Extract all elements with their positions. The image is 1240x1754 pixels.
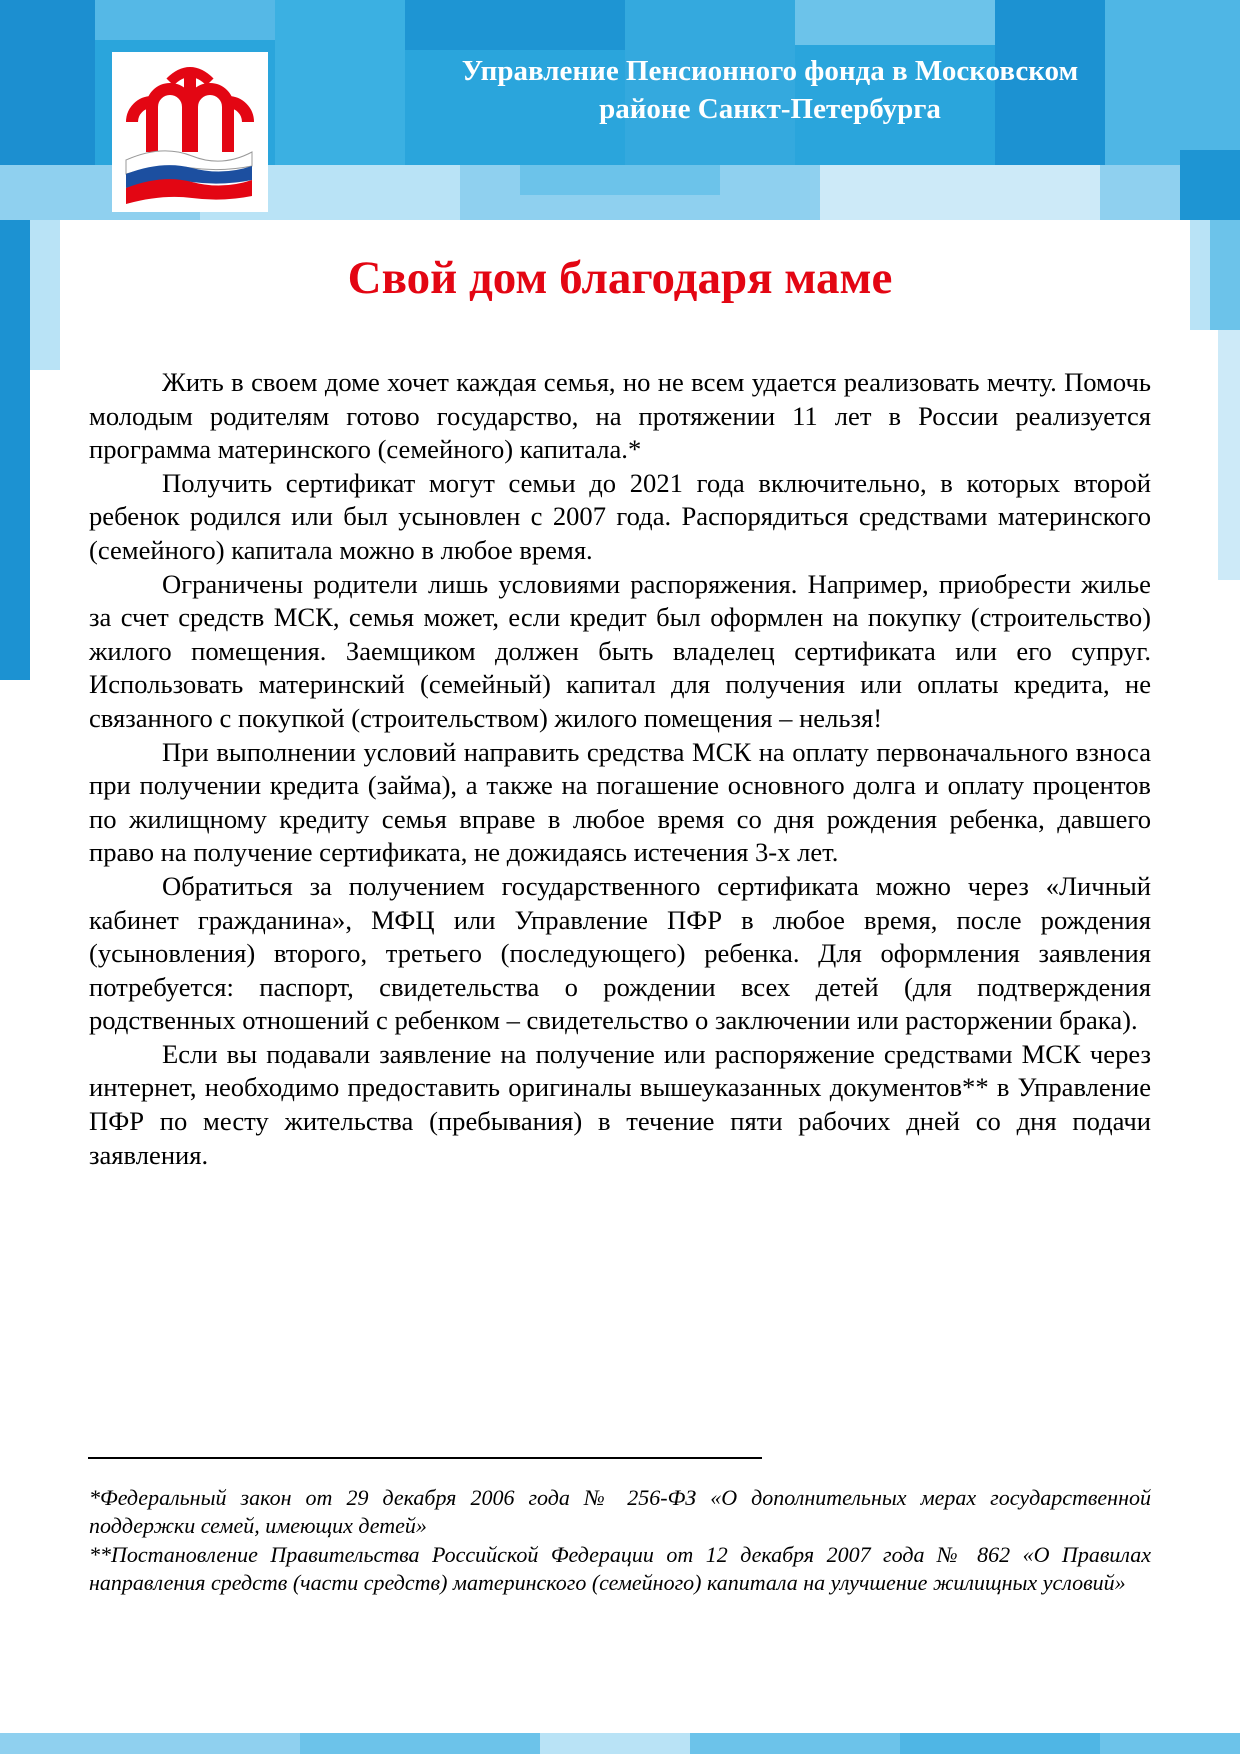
- bottom-decor-bar: [0, 1733, 1240, 1754]
- organization-name: [370, 52, 1170, 128]
- paragraph: Ограничены родители лишь условиями распоряжения. Например, приобрести жилье за счет средств МСК, семья может, если кредит был оформлен на покупку (строительство) жилого помещения. Заемщиком должен быть владелец сертификата или его супруг. Использовать материнский (семейный) капитал для получения или оплаты кредита, не связанного с покупкой (строительством) жилого помещения – нельзя!: [89, 568, 1151, 733]
- paragraph: Получить сертификат могут семьи до 2021 года включительно, в которых второй ребенок родился или был усыновлен с 2007 года. Распорядиться средствами материнского (семейного) капитала можно в любое время.: [89, 467, 1151, 565]
- footnotes: [89, 1484, 1151, 1598]
- pfr-logo-icon: [112, 52, 268, 212]
- footnote-separator: [88, 1457, 762, 1459]
- russian-flag-icon: [126, 151, 252, 204]
- paragraph: При выполнении условий направить средства МСК на оплату первоначального взноса при получении кредита (займа), а также на погашение основного долга и оплату процентов по жилищному кредиту семья вправе в любое время со дня рождения ребенка, давшего право на получение сертификата, не дожидаясь истечения 3-х лет.: [89, 736, 1151, 868]
- right-decor-strip: [1218, 330, 1240, 580]
- paragraph: Жить в своем доме хочет каждая семья, но не всем удается реализовать мечту. Помочь молодым родителям готово государство, на протяжении 11 лет в России реализуется программа материнского (семейного) капитала.*: [89, 367, 1151, 465]
- article-title: Свой дом благодаря маме: [347, 252, 893, 304]
- article-body: [89, 366, 1151, 1172]
- paragraph: Обратиться за получением государственного сертификата можно через «Личный кабинет гражданина», МФЦ или Управление ПФР в любое время, после рождения (усыновления) второго, третьего (последующего) ребенка. Для оформления заявления потребуется: паспорт, свидетельства о рождении всех детей (для подтверждения родственных отношений с ребенком – свидетельство о заключении или расторжении брака).: [89, 870, 1151, 1036]
- org-line-2: районе Санкт-Петербурга: [599, 93, 941, 125]
- org-line-1: Управление Пенсионного фонда в Московском: [461, 55, 1079, 87]
- footnote: **Постановление Правительства Российской Федерации от 12 декабря 2007 года № 862 «О Правилах направления средств (части средств) материнского (семейного) капитала на улучшение жилищных условий»: [89, 1541, 1151, 1596]
- paragraph: Если вы подавали заявление на получение или распоряжение средствами МСК через интернет, необходимо предоставить оригиналы вышеуказанных документов** в Управление ПФР по месту жительства (пребывания) в течение пяти рабочих дней со дня подачи заявления.: [89, 1038, 1151, 1170]
- pfr-logo: [112, 52, 268, 212]
- footnote: *Федеральный закон от 29 декабря 2006 года № 256-ФЗ «О дополнительных мерах государственной поддержки семей, имеющих детей»: [89, 1485, 1151, 1539]
